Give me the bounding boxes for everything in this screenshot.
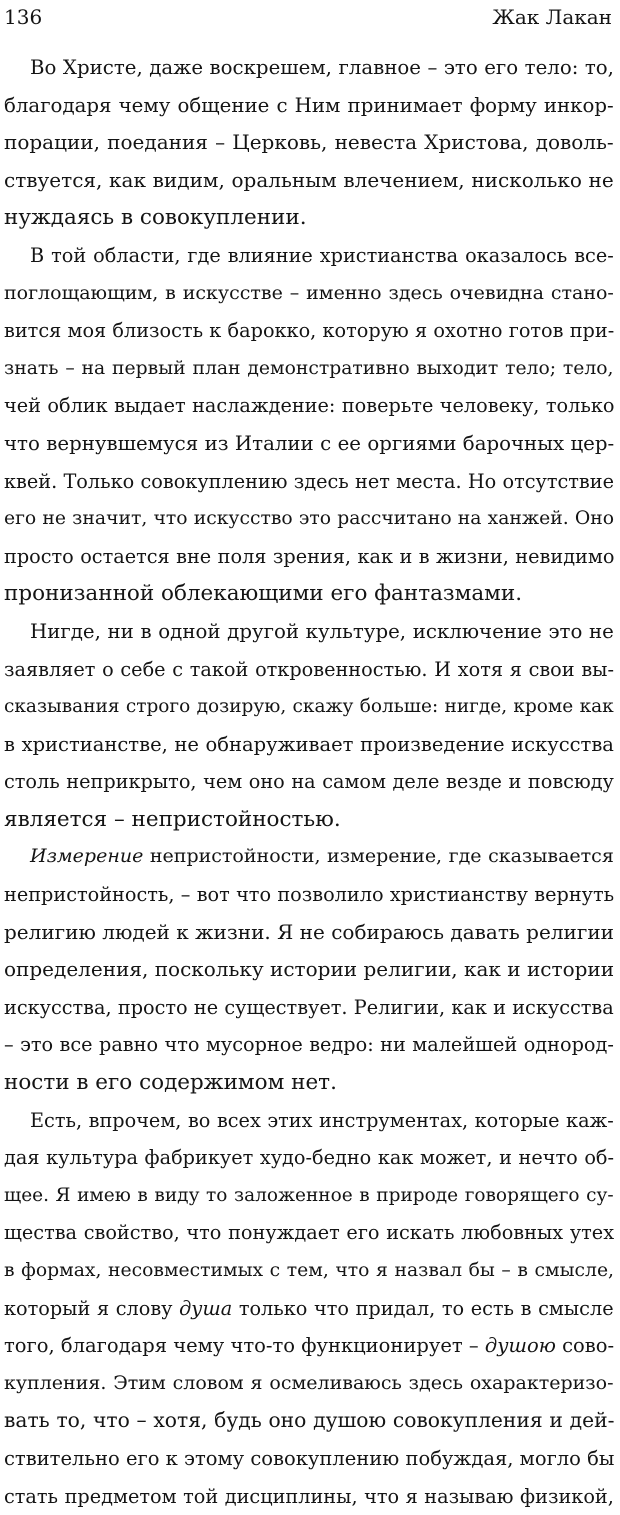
text-line: определения, поскольку истории религии, как и истории [4,957,615,982]
italic-term: душа [179,1296,233,1320]
text-line: ствуется, как видим, оральным влечением, нисколько не [4,167,614,192]
text-line: ствительно его к этому совокуплению побуждая, могло бы [4,1446,615,1470]
italic-term: Измерение [30,845,144,868]
text-line [4,1290,614,1328]
paragraph-2 [4,237,614,613]
text-line: является – непристойностью. [4,806,341,832]
text-line: порации, поедания – Церковь, невеста Христова, доволь- [4,130,614,155]
text-line: что вернувшемуся из Италии с ее оргиями барочных цер- [4,431,615,455]
text-line: Нигде, ни в одной другой культуре, исключение это не [30,619,614,643]
text-line: щества свойство, что понуждает его искать любовных утех [4,1221,615,1245]
text-line: его не значит, что искусство это рассчитано на ханжей. Оно [4,508,615,530]
text-line: благодаря чему общение с Ним принимает форму инкор- [4,93,614,117]
text-fragment: который я слову [4,1296,180,1320]
text-line: стать предметом той дисциплины, что я называю физикой, [4,1484,614,1508]
text-line: в формах, несовместимых с тем, что я назвал бы – в смысле, [4,1260,615,1281]
text-line: щее. Я имею в виду то заложенное в природе говорящего су- [4,1184,614,1206]
running-head-author: Жак Лакан [492,5,612,29]
text-line [4,1327,614,1365]
text-line: знать – на первый план демонстративно выходит тело; тело, [4,357,614,379]
text-line: поглощающим, в искусстве – именно здесь очевидна стано- [4,281,614,304]
text-fragment: того, благодаря чему что-то функционирует – [4,1334,485,1358]
text-line: заявляет о себе с такой откровенностью. И хотя я свои вы- [4,657,614,681]
text-line: искусства, просто не существует. Религии, как и искусства [4,995,614,1019]
page-number: 136 [4,5,43,29]
text-line: сказывания строго дозирую, скажу больше: нигде, кроме как [4,696,614,718]
page-header [0,0,612,34]
text-line: просто остается вне поля зрения, как и в жизни, невидимо [4,544,615,568]
text-line: Во Христе, даже воскрешем, главное – это его тело: то, [30,56,614,79]
text-line [4,838,614,876]
italic-term: душою [484,1334,556,1358]
paragraph-1 [4,49,614,237]
text-line: Есть, впрочем, во всех этих инструментах, которые каж- [30,1108,614,1132]
paragraph-3 [4,613,614,839]
text-line: купления. Этим словом я осмеливаюсь здесь охарактеризо- [4,1371,614,1394]
text-line: – это все равно что мусорное ведро: ни малейшей однород- [4,1033,614,1057]
text-line: религию людей к жизни. Я не собираюсь давать религии [4,919,614,944]
text-fragment: только что придал, то есть в смысле [232,1296,614,1320]
paragraph-5 [4,1102,614,1515]
text-line: вать то, что – хотя, будь оно душою совокупления и дей- [4,1408,615,1433]
text-line: дая культура фабрикует худо-бедно как может, и нечто об- [4,1146,615,1170]
text-line: в христианстве, не обнаруживает произведение искусства [4,732,614,756]
body-text [4,49,614,1515]
text-line: пронизанной облекающими его фантазмами. [4,581,523,607]
text-line: вится моя близость к барокко, которую я охотно готов при- [4,319,615,343]
text-line: непристойность, – вот что позволило христианству вернуть [4,883,615,907]
text-line: столь неприкрыто, чем оно на самом деле везде и повсюду [4,770,614,794]
paragraph-4 [4,838,614,1101]
text-line: В той области, где влияние христианства оказалось все- [30,243,614,267]
text-fragment: сово- [555,1334,615,1358]
text-line: нуждаясь в совокуплении. [4,205,307,231]
text-line: чей облик выдает наслаждение: поверьте человеку, только [4,394,615,418]
text-fragment: непристойности, измерение, где сказывается [143,845,614,868]
text-line: квей. Только совокуплению здесь нет места. Но отсутствие [4,469,614,493]
text-line: ности в его содержимом нет. [4,1070,337,1096]
